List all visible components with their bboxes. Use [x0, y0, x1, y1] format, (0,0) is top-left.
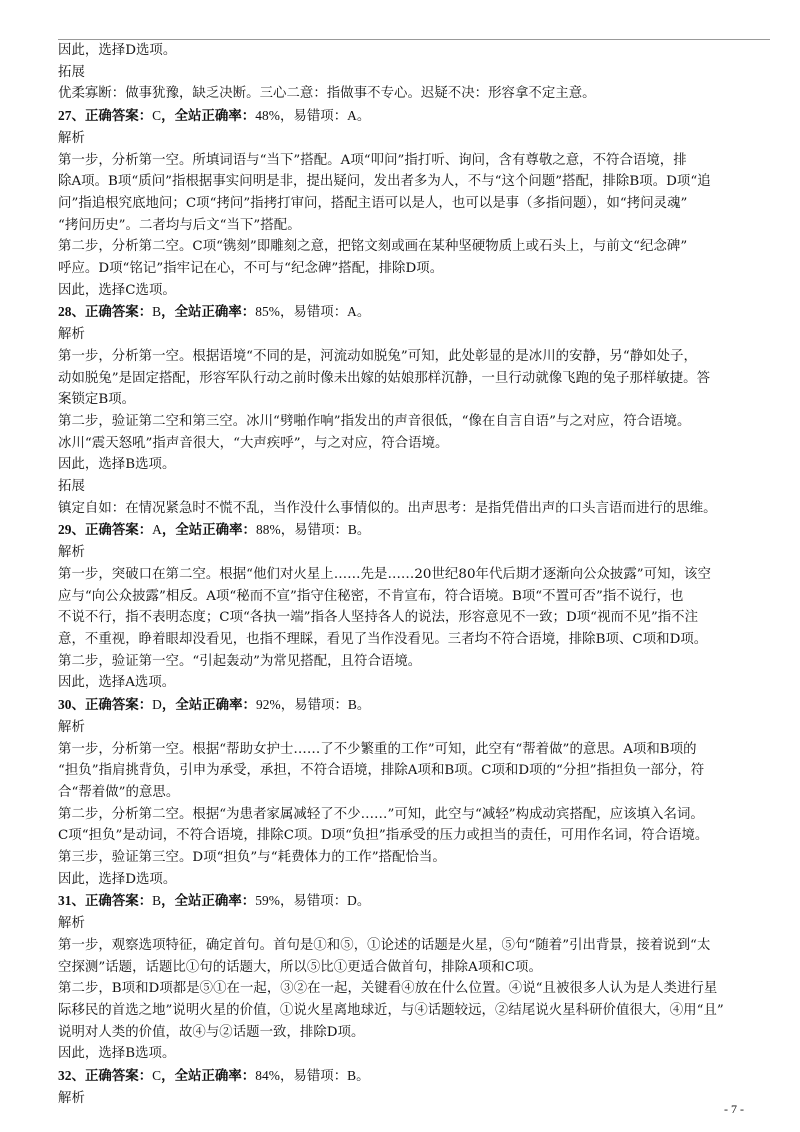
- error-value: B。: [347, 522, 371, 538]
- text-line: 际移民的首选之地”说明火星的价值，①说火星离地球近，与④话题较远，②结尾说火星科研价值很大，④用“且”: [58, 1002, 724, 1018]
- text-line: 空探测”话题，话题比①句的话题大，所以⑤比①更适合做首句，排除A项和C项。: [58, 959, 542, 975]
- answer-value: D: [152, 697, 162, 713]
- answer-value: B: [152, 304, 162, 320]
- text-line: 第二步，验证第二空和第三空。冰川“劈啪作响”指发出的声音很低，“像在自言自语”与之对应，符合语境。: [58, 413, 691, 429]
- error-value: A。: [347, 108, 371, 124]
- error-label: ，易错项：: [279, 1069, 348, 1085]
- answer-line: [58, 1065, 774, 1088]
- text-line: 呼应。D项“铭记”指牢记在心，不可与“纪念碑”搭配，排除D项。: [58, 261, 444, 277]
- text-line: 镇定自如：在情况紧急时不慌不乱，当作没什么事情似的。出声思考：是指凭借出声的口头言语而进行的思维。: [58, 500, 717, 516]
- accuracy-value: 85%: [255, 304, 280, 320]
- error-label: ，易错项：: [279, 305, 348, 321]
- text-line: 解析: [58, 719, 85, 735]
- answer-label: 、正确答案：: [71, 522, 153, 539]
- text-line: 除A项。B项“质问”指根据事实问明是非，提出疑问，发出者多为人，不与“这个问题”搭配，排除B项。D项“追: [58, 174, 711, 190]
- question-number: 31: [58, 893, 72, 909]
- text-line: 第二步，验证第一空。“引起轰动”为常见搭配，且符合语境。: [58, 653, 422, 669]
- text-line: 解析: [58, 916, 85, 932]
- answer-label: 、正确答案：: [71, 697, 153, 714]
- answer-line: [58, 694, 774, 717]
- answer-value: C: [152, 108, 162, 124]
- answer-label: 、正确答案：: [71, 1068, 153, 1085]
- text-line: 说明对人类的价值，故④与②话题一致，排除D项。: [58, 1024, 365, 1040]
- text-line: 应与“向公众披露”相反。A项“秘而不宣”指守住秘密，不肯宣布，符合语境。B项“不置可否”指不说行，也: [58, 588, 684, 604]
- text-line: 问”指追根究底地问；C项“拷问”指拷打审问，搭配主语可以是人，也可以是事（多指问题），如“拷问灵魂”: [58, 195, 688, 211]
- text-line: “担负”指肩挑背负，引申为承受，承担，不符合语境，排除A项和B项。C项和D项的“分担”指担负一部分，符: [58, 763, 705, 779]
- text-line: 冰川“震天怒吼”指声音很大，“大声疾呼”，与之对应，符合语境。: [58, 435, 449, 451]
- text-line: 第二步，分析第二空。C项“镌刻”即雕刻之意，把铭文刻或画在某种坚硬物质上或石头上，与前文“纪念碑”: [58, 239, 688, 255]
- question-number: 29: [58, 522, 72, 538]
- text-line: C项“担负”是动词，不符合语境，排除C项。D项“负担”指承受的压力或担当的责任，可用作名词，符合语境。: [58, 828, 709, 844]
- question-number: 30: [58, 697, 72, 713]
- text-line: 因此，选择B选项。: [58, 1046, 176, 1062]
- question-number: 28: [58, 304, 72, 320]
- text-line: 拓展: [58, 64, 85, 80]
- text-line: 因此，选择A选项。: [58, 675, 176, 691]
- text-line: 第二步，B项和D项都是⑤①在一起，③②在一起，关键看④放在什么位置。④说“且被很多人认为是人类进行星: [58, 981, 718, 997]
- document-body: [58, 40, 774, 1109]
- error-value: B。: [347, 1068, 370, 1084]
- text-line: 解析: [58, 327, 85, 343]
- accuracy-value: 59%: [255, 893, 280, 909]
- text-line: 第二步，分析第二空。根据“为患者家属减轻了不少……”可知，此空与“减轻”构成动宾搭配，应该填入名词。: [58, 806, 704, 822]
- text-line: 第一步，突破口在第二空。根据“他们对火星上……先是……20世纪80年代后期才逐渐向公众披露”可知，该空: [58, 566, 711, 582]
- error-label: ，易错项：: [279, 894, 348, 910]
- text-line: 因此，选择D选项。: [58, 43, 177, 58]
- answer-label: 、正确答案：: [71, 304, 153, 321]
- text-line: 优柔寡断：做事犹豫，缺乏决断。三心二意：指做事不专心。迟疑不决：形容拿不定主意。: [58, 86, 596, 102]
- accuracy-label: ，全站正确率：: [161, 522, 256, 539]
- question-number: 27: [58, 108, 72, 124]
- page-number: - 7 -: [724, 1102, 744, 1116]
- text-line: 意，不重视，睁着眼却没看见，也指不理睬，看见了当作没看见。三者均不符合语境，排除B项、C项和D项。: [58, 631, 708, 647]
- text-line: 第一步，观察选项特征，确定首句。首句是①和⑤，①论述的话题是火星，⑤句“随着”引出背景，接着说到“太: [58, 937, 711, 953]
- error-label: ，易错项：: [280, 523, 348, 539]
- answer-line: [58, 519, 774, 542]
- answer-value: A: [152, 522, 162, 538]
- text-line: 第一步，分析第一空。所填词语与“当下”搭配。A项“叩问”指打听、询问，含有尊敬之意，不符合语境，排: [58, 152, 687, 168]
- text-line: 第三步，验证第三空。D项“担负”与“耗费体力的工作”搭配恰当。: [58, 850, 446, 866]
- text-line: 因此，选择D选项。: [58, 871, 177, 887]
- text-line: 案锁定B项。: [58, 392, 136, 408]
- accuracy-label: ，全站正确率：: [161, 108, 256, 125]
- question-number: 32: [58, 1068, 72, 1084]
- text-line: “拷问历史”。二者均与后文“当下”搭配。: [58, 217, 301, 233]
- text-line: 合“帮着做”的意思。: [58, 784, 180, 800]
- text-line: 解析: [58, 545, 85, 561]
- error-value: D。: [347, 893, 371, 909]
- text-line: 第一步，分析第一空。根据语境“不同的是，河流动如脱兔”可知，此处彰显的是冰川的安静，另“静如处子，: [58, 348, 697, 364]
- text-line: 动如脱兔”是固定搭配，形容军队行动之前时像未出嫁的姑娘那样沉静，一旦行动就像飞跑的兔子那样敏捷。答: [58, 370, 711, 386]
- answer-line: [58, 301, 774, 324]
- accuracy-value: 84%: [255, 1068, 280, 1084]
- answer-line: [58, 105, 774, 128]
- text-line: 因此，选择B选项。: [58, 457, 176, 473]
- error-value: B。: [347, 697, 371, 713]
- accuracy-label: ，全站正确率：: [161, 1068, 256, 1085]
- accuracy-label: ，全站正确率：: [161, 304, 256, 321]
- accuracy-value: 48%: [255, 108, 280, 124]
- accuracy-label: ，全站正确率：: [161, 893, 256, 910]
- text-line: 第一步，分析第一空。根据“帮助女护士……了不少繁重的工作”可知，此空有“帮着做”的意思。A项和B项的: [58, 741, 697, 757]
- answer-label: 、正确答案：: [71, 108, 153, 125]
- answer-line: [58, 890, 774, 913]
- text-line: 因此，选择C选项。: [58, 282, 176, 298]
- error-label: ，易错项：: [279, 109, 348, 125]
- accuracy-value: 88%: [255, 522, 281, 538]
- answer-value: B: [152, 893, 162, 909]
- text-line: 解析: [58, 130, 85, 146]
- text-line: 解析: [58, 1090, 85, 1106]
- text-line: 拓展: [58, 479, 85, 495]
- answer-label: 、正确答案：: [71, 893, 153, 910]
- error-label: ，易错项：: [280, 698, 348, 714]
- answer-value: C: [152, 1068, 162, 1084]
- error-value: A。: [347, 304, 371, 320]
- text-line: 不说不行，指不表明态度；C项“各执一端”指各人坚持各人的说法，形容意见不一致；D项“视而不见”指不注: [58, 610, 699, 626]
- accuracy-label: ，全站正确率：: [161, 697, 256, 714]
- accuracy-value: 92%: [255, 697, 281, 713]
